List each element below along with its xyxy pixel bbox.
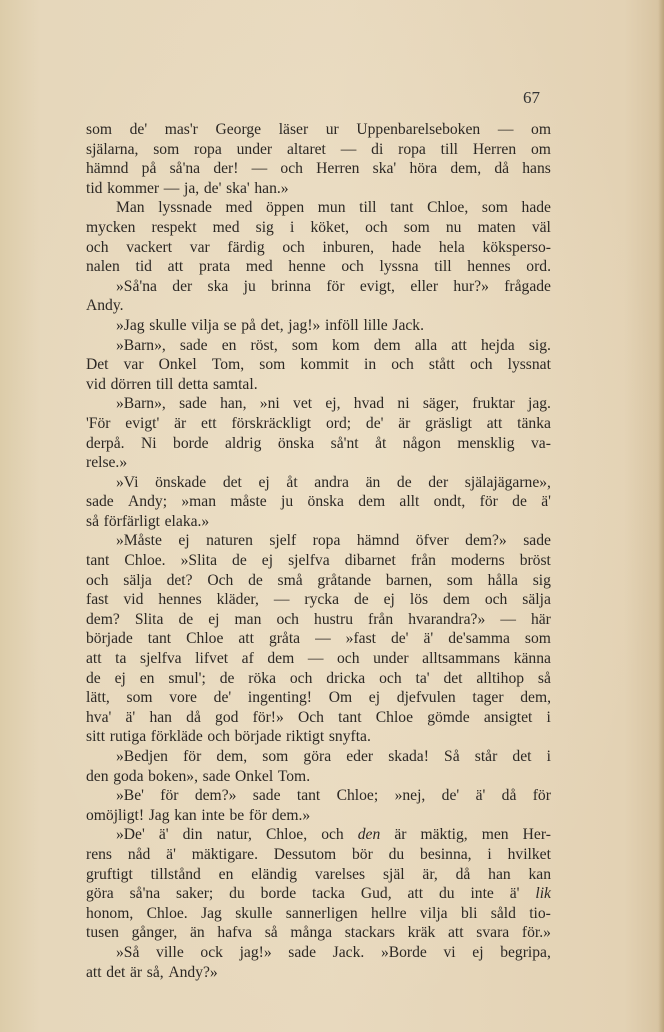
text-line: »Vi önskade det ej åt andra än de der själajägarne», (116, 473, 551, 491)
text-line: att det är så, Andy?» (86, 963, 218, 981)
text-line: hva' ä' han då god för!» Och tant Chloe gömde ansigtet i (86, 708, 551, 726)
text-line: tusen gånger, än hafva så många stackars kräk att svara för.» (86, 924, 551, 942)
text-line: omöjligt! Jag kan inte be för dem.» (86, 806, 311, 824)
text-line: göra så'na saker; du borde tacka Gud, att du inte ä' lik (86, 885, 551, 903)
text-line: fast vid hennes kläder, — rycka de ej lös dem och sälja (86, 591, 551, 609)
text-line: gruftigt tillstånd en eländig varelses själ är, då han kan (86, 865, 551, 883)
text-line: den goda boken», sade Onkel Tom. (86, 767, 311, 785)
text-line: började tant Chloe att gråta — »fast de' ä' de'samma som (86, 630, 551, 648)
text-line: »Barn», sade han, »ni vet ej, hvad ni säger, fruktar jag. (116, 395, 551, 413)
text-line: Man lyssnade med öppen mun till tant Chloe, som hade (116, 199, 551, 217)
text-line: lätt, som vore de' ingenting! Om ej djefvulen tager dem, (86, 689, 551, 707)
text-line: rens nåd ä' mäktigare. Dessutom bör du besinna, i hvilket (86, 845, 551, 863)
text-line: 'För evigt' är ett förskräckligt ord; de' är gräsligt att tänka (86, 414, 551, 432)
text-line: relse.» (86, 454, 128, 472)
text-line: tid kommer — ja, de' ska' han.» (86, 179, 289, 197)
text-line: derpå. Ni borde aldrig önska så'nt åt någon mensklig va- (86, 434, 551, 452)
text-line: att ta sjelfva lifvet af dem — och under alltsammans känna (86, 650, 551, 668)
text-line: mycken respekt med sig i köket, och som nu maten väl (86, 218, 551, 236)
text-line: »Bedjen för dem, som göra eder skada! Så står det i (116, 748, 551, 765)
body-text (86, 120, 551, 982)
text-line: som de' mas'r George läser ur Uppenbarelseboken — om (86, 121, 551, 138)
text-line: hämnd på så'na der! — och Herren ska' höra dem, då hans (86, 160, 551, 178)
text-line: »Jag skulle vilja se på det, jag!» inföll lille Jack. (116, 316, 424, 334)
text-line: »Barn», sade en röst, som kom dem alla att hejda sig. (116, 336, 551, 354)
text-line: »Så ville ock jag!» sade Jack. »Borde vi ej begripa, (116, 943, 551, 961)
page-number: 67 (523, 88, 540, 107)
text-line: »De' ä' din natur, Chloe, och den är mäktig, men Her- (116, 826, 551, 844)
text-line: och sälja det? Och de små gråtande barnen, som hålla sig (86, 571, 551, 589)
text-line: honom, Chloe. Jag skulle sannerligen hellre vilja bli såld tio- (86, 904, 551, 922)
text-line: de ej en smul'; de röka och dricka och ta' det alltihop så (86, 669, 551, 687)
text-line: Andy. (86, 297, 124, 315)
text-line: »Be' för dem?» sade tant Chloe; »nej, de' ä' då för (116, 787, 551, 805)
text-line: så förfärligt elaka.» (86, 512, 210, 530)
text-line: vid dörren till detta samtal. (86, 375, 258, 393)
text-line: dem? Slita de ej man och hustru från hvarandra?» — här (86, 610, 551, 628)
page-edge-shadow (658, 0, 664, 1032)
text-line: sitt rutiga förkläde och började riktigt snyfta. (86, 728, 371, 746)
text-line: själarna, som ropa under altaret — di ropa till Herren om (86, 140, 551, 158)
text-line: och vackert var färdig och inburen, hade hela köksperso- (86, 238, 551, 256)
text-line: nalen tid att prata med henne och lyssna till hennes ord. (86, 258, 551, 276)
text-line: »Så'na der ska ju brinna för evigt, eller hur?» frågade (116, 277, 551, 295)
text-line: Det var Onkel Tom, som kommit in och stått och lyssnat (86, 356, 551, 374)
text-line: »Måste ej naturen sjelf ropa hämnd öfver dem?» sade (116, 532, 551, 550)
text-line: sade Andy; »man måste ju önska dem allt ondt, för de ä' (86, 493, 551, 511)
text-line: tant Chloe. »Slita de ej sjelfva dibarnet från moderns bröst (86, 552, 551, 570)
